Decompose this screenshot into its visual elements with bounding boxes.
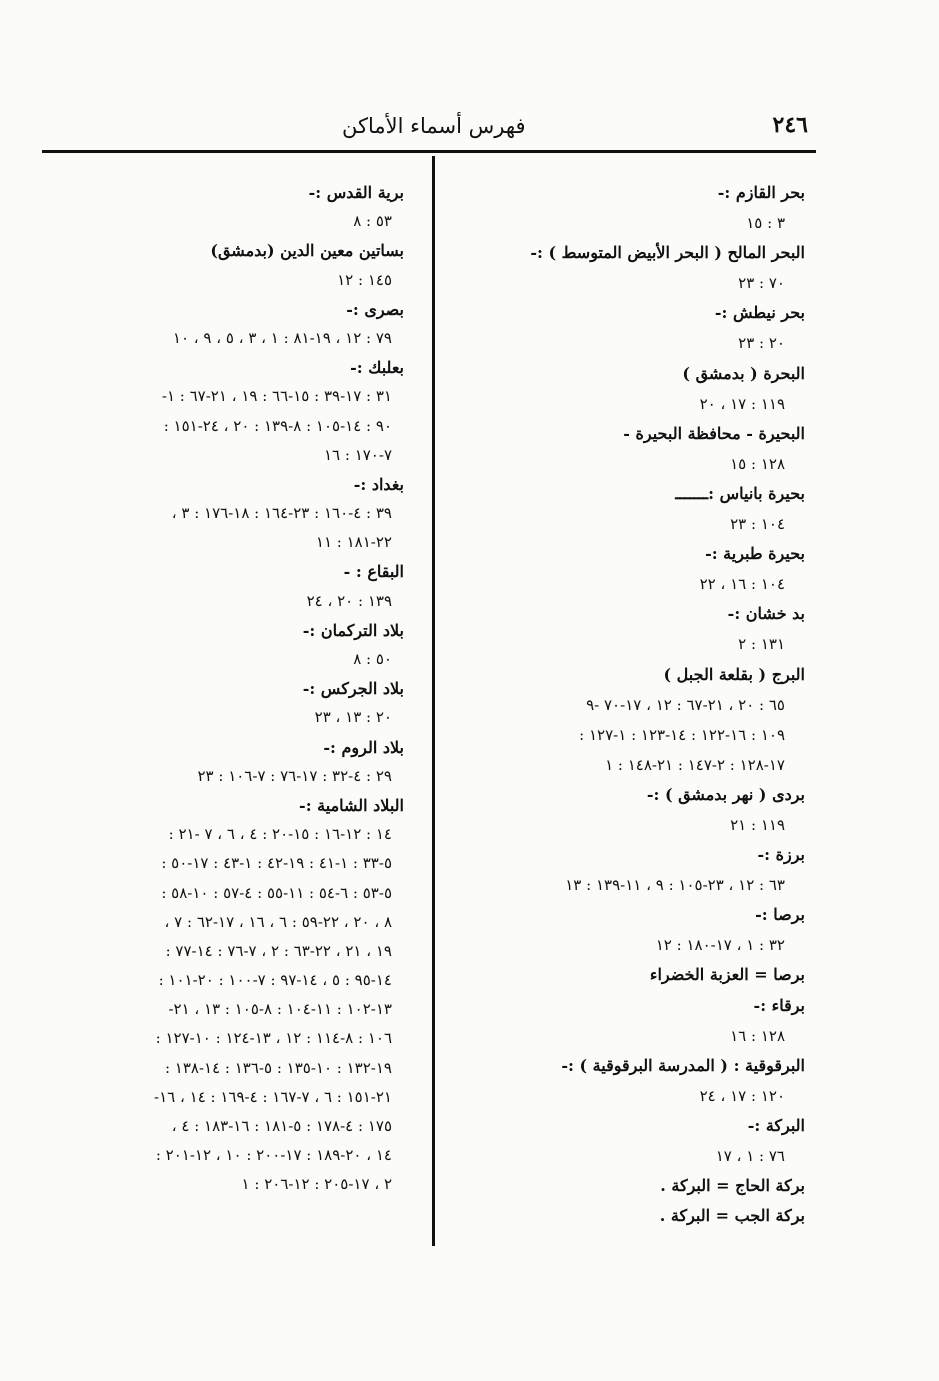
index-entry-heading: بصرى :- [346, 299, 404, 319]
index-entry-heading: بساتين معين الدين (بدمشق) [210, 241, 404, 261]
index-entry-references: ١٣١ : ٢ [738, 635, 785, 654]
index-entry-references: ١١٩ : ٢١ [730, 815, 785, 834]
index-entry-references: ١٠٩ : ١٦-١٢٢ : ١٤-١٢٣ : ١-١٢٧ : [579, 725, 785, 744]
index-entry-references: ١٢٨ : ١٦ [730, 1026, 785, 1045]
index-entry-heading: برقاء :- [753, 995, 805, 1015]
index-entry-references: ١١٩ : ١٧ ، ٢٠ [699, 394, 785, 413]
index-entry-references: ١٤٥ : ١٢ [337, 270, 392, 289]
index-entry-heading: بغداد :- [353, 474, 404, 494]
index-entry-heading: البرج ( بقلعة الجبل ) [663, 664, 805, 684]
index-entry-references: ٥٠ : ٨ [353, 650, 392, 668]
index-entry-heading: بحيرة طبرية :- [705, 544, 805, 564]
index-entry-heading: بركة الجب = البركة . [659, 1206, 805, 1226]
index-column-right [433, 178, 813, 1231]
index-entry-heading: البركة :- [747, 1115, 805, 1135]
page-title: فهرس أسماء الأماكن [342, 114, 526, 138]
index-entry-references: ٣٢ : ١ ، ١٧-١٨٠ : ١٢ [655, 936, 785, 955]
index-entry-heading: برصا = العزبة الخضراء [649, 965, 805, 985]
index-entry-heading: بركة الحاج = البركة . [660, 1176, 805, 1196]
index-entry-references: ٣٩ : ٤-١٦٠ : ٢٣-١٦٤ : ١٨-١٧٦ : ٣ ، [171, 504, 392, 523]
index-entry-references: ١٩ ، ٢١ ، ٢٢-٦٣ : ٢ ، ٧-٧٦ : ١٤-٧٧ : [165, 941, 392, 960]
index-entry-references: ١٣٩ : ٢٠ ، ٢٤ [306, 591, 392, 610]
index-entry-heading: بد خشان :- [727, 604, 805, 624]
index-entry-references: ٩٠ : ١٤-١٠٥ : ٨-١٣٩ : ٢٠ ، ٢٤-١٥١ : [163, 416, 392, 435]
index-entry-heading: بلاد الجركس :- [302, 679, 404, 699]
index-entry-references: ٢٠ : ٢٣ [738, 334, 785, 353]
index-entry-heading: بلاد الروم :- [323, 737, 404, 757]
index-entry-references: ١٧-١٢٨ : ٢-١٤٧ : ٢١-١٤٨ : ١ [605, 755, 785, 774]
index-entry-heading: البحيرة - محافظة البحيرة - [623, 423, 805, 443]
header-rule [42, 150, 816, 153]
index-entry-references: ١٤ ، ٢٠-١٨٩ : ١٧-٢٠٠ : ١٠ ، ١٢-٢٠١ : [155, 1146, 392, 1165]
index-entry-references: ٢٢-١٨١ : ١١ [315, 533, 392, 552]
index-entry-references: ١٤ : ١٢-١٦ : ١٥-٢٠ : ٤ ، ٦ ، ٧ -٢١ : [168, 825, 392, 844]
index-entry-references: ٧٩ : ١٢ ، ١٩-٨١ : ١ ، ٣ ، ٥ ، ٩ ، ١٠ [172, 328, 392, 347]
index-entry-heading: برزة :- [757, 845, 805, 865]
index-entry-heading: برصا :- [755, 905, 805, 925]
index-entry-references: ١٠٦ : ٨-١١٤ : ١٢ ، ١٣-١٢٤ : ١٠-١٢٧ : [155, 1029, 392, 1048]
index-entry-heading: البحرة ( بدمشق ) [682, 363, 805, 383]
index-entry-heading: بحيرة بانياس :ـــــــ [675, 483, 805, 503]
index-entry-references: ١٢٨ : ١٥ [730, 454, 785, 473]
index-entry-references: ٢ ، ١٧-٢٠٥ : ١٢-٢٠٦ : ١ [241, 1175, 392, 1194]
index-entry-references: ٧٠ : ٢٣ [738, 274, 785, 293]
index-entry-references: ٣ : ١٥ [746, 214, 785, 233]
index-entry-heading: بحر القازم :- [717, 183, 805, 202]
index-entry-references: ١٣-١٠٢ : ١١-١٠٤ : ٨-١٠٥ : ١٣ ، ٢١- [168, 1000, 392, 1019]
index-entry-references: ١٢٠ : ١٧ ، ٢٤ [699, 1086, 785, 1105]
index-entry-references: ٥-٥٣ : ٦-٥٤ : ١١-٥٥ : ٤-٥٧ : ١٠-٥٨ : [161, 883, 392, 902]
index-entry-heading: بلاد التركمان :- [302, 620, 404, 640]
index-entry-references: ١٤-٩٥ : ٥ ، ١٤-٩٧ : ٧-١٠٠ : ٢٠-١٠١ : [158, 971, 392, 990]
index-entry-heading: برية القدس :- [308, 183, 404, 202]
index-entry-references: ٥-٣٣ : ١-٤١ : ١٩-٤٢ : ١-٤٣ : ١٧-٥٠ : [161, 854, 392, 873]
index-entry-references: ١٠٤ : ١٦ ، ٢٢ [699, 575, 785, 594]
index-entry-references: ٧٦ : ١ ، ١٧ [715, 1147, 785, 1165]
index-entry-heading: البحر المالح ( البحر الأبيض المتوسط ) :- [530, 243, 805, 263]
index-entry-heading: بعلبك :- [350, 358, 404, 378]
index-entry-heading: بحر نيطش :- [714, 303, 805, 323]
index-entry-references: ١٩-١٣٢ : ١٠-١٣٥ : ٥-١٣٦ : ١٤-١٣٨ : [164, 1058, 392, 1077]
index-entry-references: ٣١ : ١٧-٣٩ : ١٥-٦٦ : ١٩ ، ٢١-٦٧ : ١- [161, 387, 392, 406]
page-header [42, 112, 816, 148]
page-number: ٢٤٦ [772, 112, 808, 138]
index-entry-references: ٧-١٧٠ : ١٦ [323, 445, 392, 464]
index-entry-references: ١٧٥ : ٤-١٧٨ : ٥-١٨١ : ١٦-١٨٣ : ٤ ، [171, 1117, 392, 1135]
index-entry-references: ٨ ، ٢٠ ، ٢٢-٥٩ : ٦ ، ١٦ ، ١٧-٦٢ : ٧ ، [164, 912, 392, 931]
index-entry-heading: البرقوقية : ( المدرسة البرقوقية ) :- [561, 1055, 805, 1075]
index-entry-references: ٦٥ : ٢٠ ، ٢١-٦٧ : ١٢ ، ١٧-٧٠ -٩ [586, 695, 785, 714]
index-entry-references: ٦٣ : ١٢ ، ٢٣-١٠٥ : ٩ ، ١١-١٣٩ : ١٣ [565, 876, 785, 895]
index-entry-heading: البقاع : - [343, 562, 404, 582]
index-column-left [37, 178, 412, 1200]
index-entry-references: ٢٠ : ١٣ ، ٢٣ [314, 708, 392, 727]
index-entry-heading: بردى ( نهر بدمشق ) :- [646, 784, 805, 804]
index-entry-references: ١٠٤ : ٢٣ [730, 515, 785, 534]
index-entry-heading: البلاد الشامية :- [299, 795, 404, 815]
index-entry-references: ٢٩ : ٤-٣٢ : ١٧-٧٦ : ٧-١٠٦ : ٢٣ [197, 766, 392, 785]
index-entry-references: ٢١-١٥١ : ٦ ، ٧-١٦٧ : ٤-١٦٩ : ١٤ ، ١٦- [154, 1087, 392, 1106]
index-entry-references: ٥٣ : ٨ [353, 212, 392, 231]
